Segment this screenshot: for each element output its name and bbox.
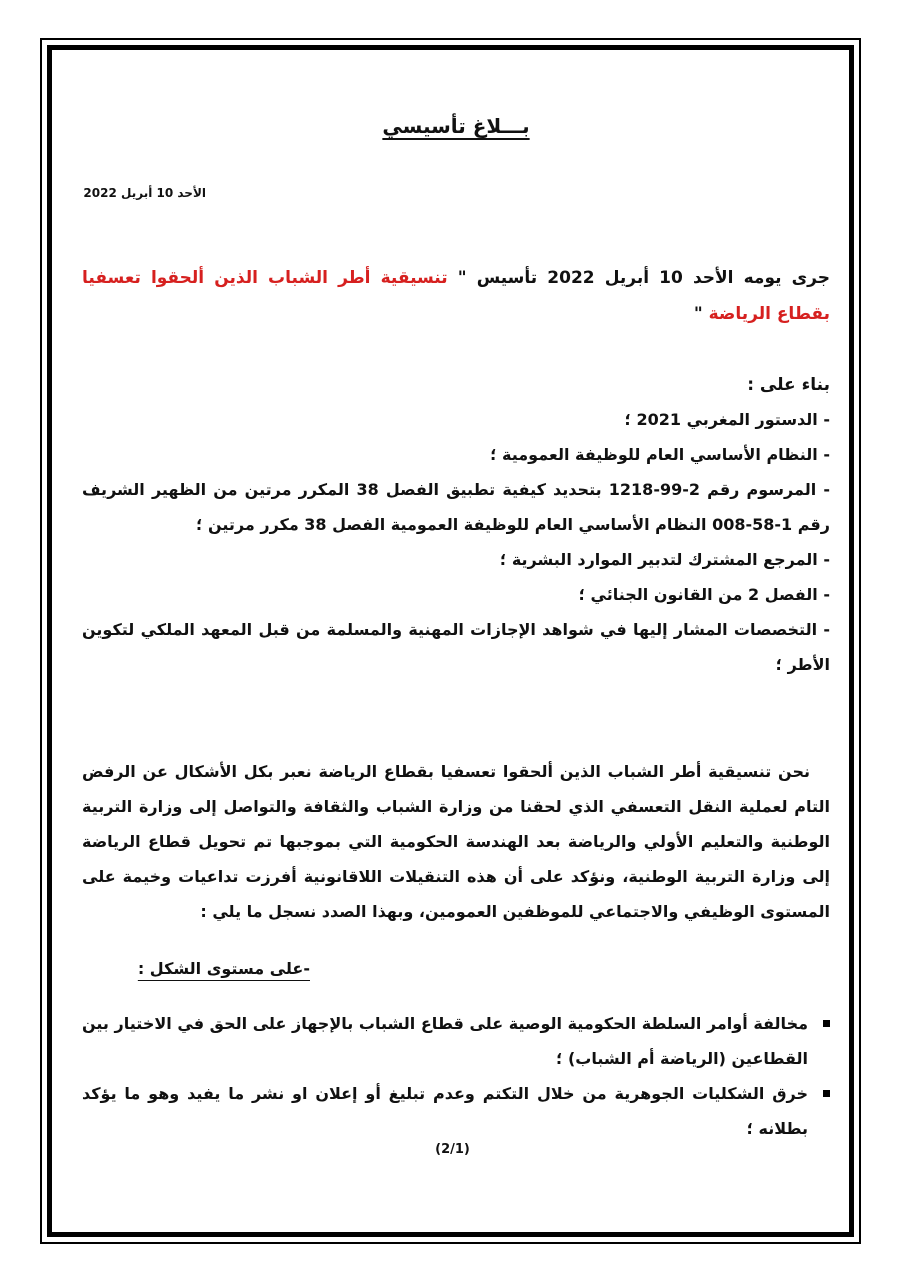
- statement-paragraph: نحن تنسيقية أطر الشباب الذين ألحقوا تعسفيا بقطاع الرياضة نعبر بكل الأشكال عن الرفض التام لعملية النقل التعسفي الذي لحقنا من وزارة الشباب والثقافة والتواصل إلى وزارة التربية الوطنية والتعليم الأولي والرياضة بعد الهندسة الحكومية التي بموجبها تم تحويل قطاع الرياضة إلى وزارة التربية الوطنية، ونؤكد على أن هذه التنقيلات اللاقانونية أفرزت تداعيات وخيمة على المستوى الوظيفي والاجتماعي للموظفين العمومين، وبهذا الصدد نسجل ما يلي :: [82, 762, 830, 921]
- document-date: الأحد 10 أبريل 2022: [83, 186, 206, 200]
- intro-closing-quote: ": [693, 304, 709, 324]
- basis-list: [82, 402, 830, 682]
- page-number: (2/1): [435, 1142, 470, 1157]
- form-level-list: [82, 1006, 830, 1146]
- basis-item: - الدستور المغربي 2021 ؛: [624, 410, 830, 429]
- square-bullet-icon: [823, 1020, 830, 1027]
- coordination-name: تنسيقية أطر الشباب الذين ألحقوا تعسفيا بقطاع الرياضة: [82, 268, 830, 324]
- intro-text: جرى يومه الأحد 10 أبريل 2022 تأسيس ": [447, 268, 830, 288]
- document-title: بـــلاغ تأسيسي: [382, 114, 530, 138]
- basis-item: - المرسوم رقم 2-99-1218 بتحديد كيفية تطبيق الفصل 38 المكرر مرتين من الظهير الشريف رقم 1-58-008 النظام الأساسي العام للوظيفة العمومية الفصل 38 مكرر مرتين ؛: [82, 480, 830, 534]
- intro-paragraph: [82, 260, 830, 332]
- basis-heading: بناء على :: [747, 375, 830, 395]
- form-level-heading: -على مستوى الشكل :: [137, 959, 310, 978]
- document-body: [82, 100, 830, 1146]
- basis-item: - المرجع المشترك لتدبير الموارد البشرية ؛: [499, 550, 830, 569]
- list-item: مخالفة أوامر السلطة الحكومية الوصية على قطاع الشباب بالإجهاز على الحق في الاختيار بين القطاعين (الرياضة أم الشباب) ؛: [82, 1006, 830, 1076]
- basis-item: - الفصل 2 من القانون الجنائي ؛: [578, 585, 830, 604]
- basis-item: - التخصصات المشار إليها في شواهد الإجازات المهنية والمسلمة من قبل المعهد الملكي لتكوين الأطر ؛: [82, 620, 830, 674]
- list-item: خرق الشكليات الجوهرية من خلال التكتم وعدم تبليغ أو إعلان او نشر ما يفيد وهو ما يؤكد بطلانه ؛: [82, 1076, 830, 1146]
- square-bullet-icon: [823, 1090, 830, 1097]
- basis-item: - النظام الأساسي العام للوظيفة العمومية ؛: [490, 445, 830, 464]
